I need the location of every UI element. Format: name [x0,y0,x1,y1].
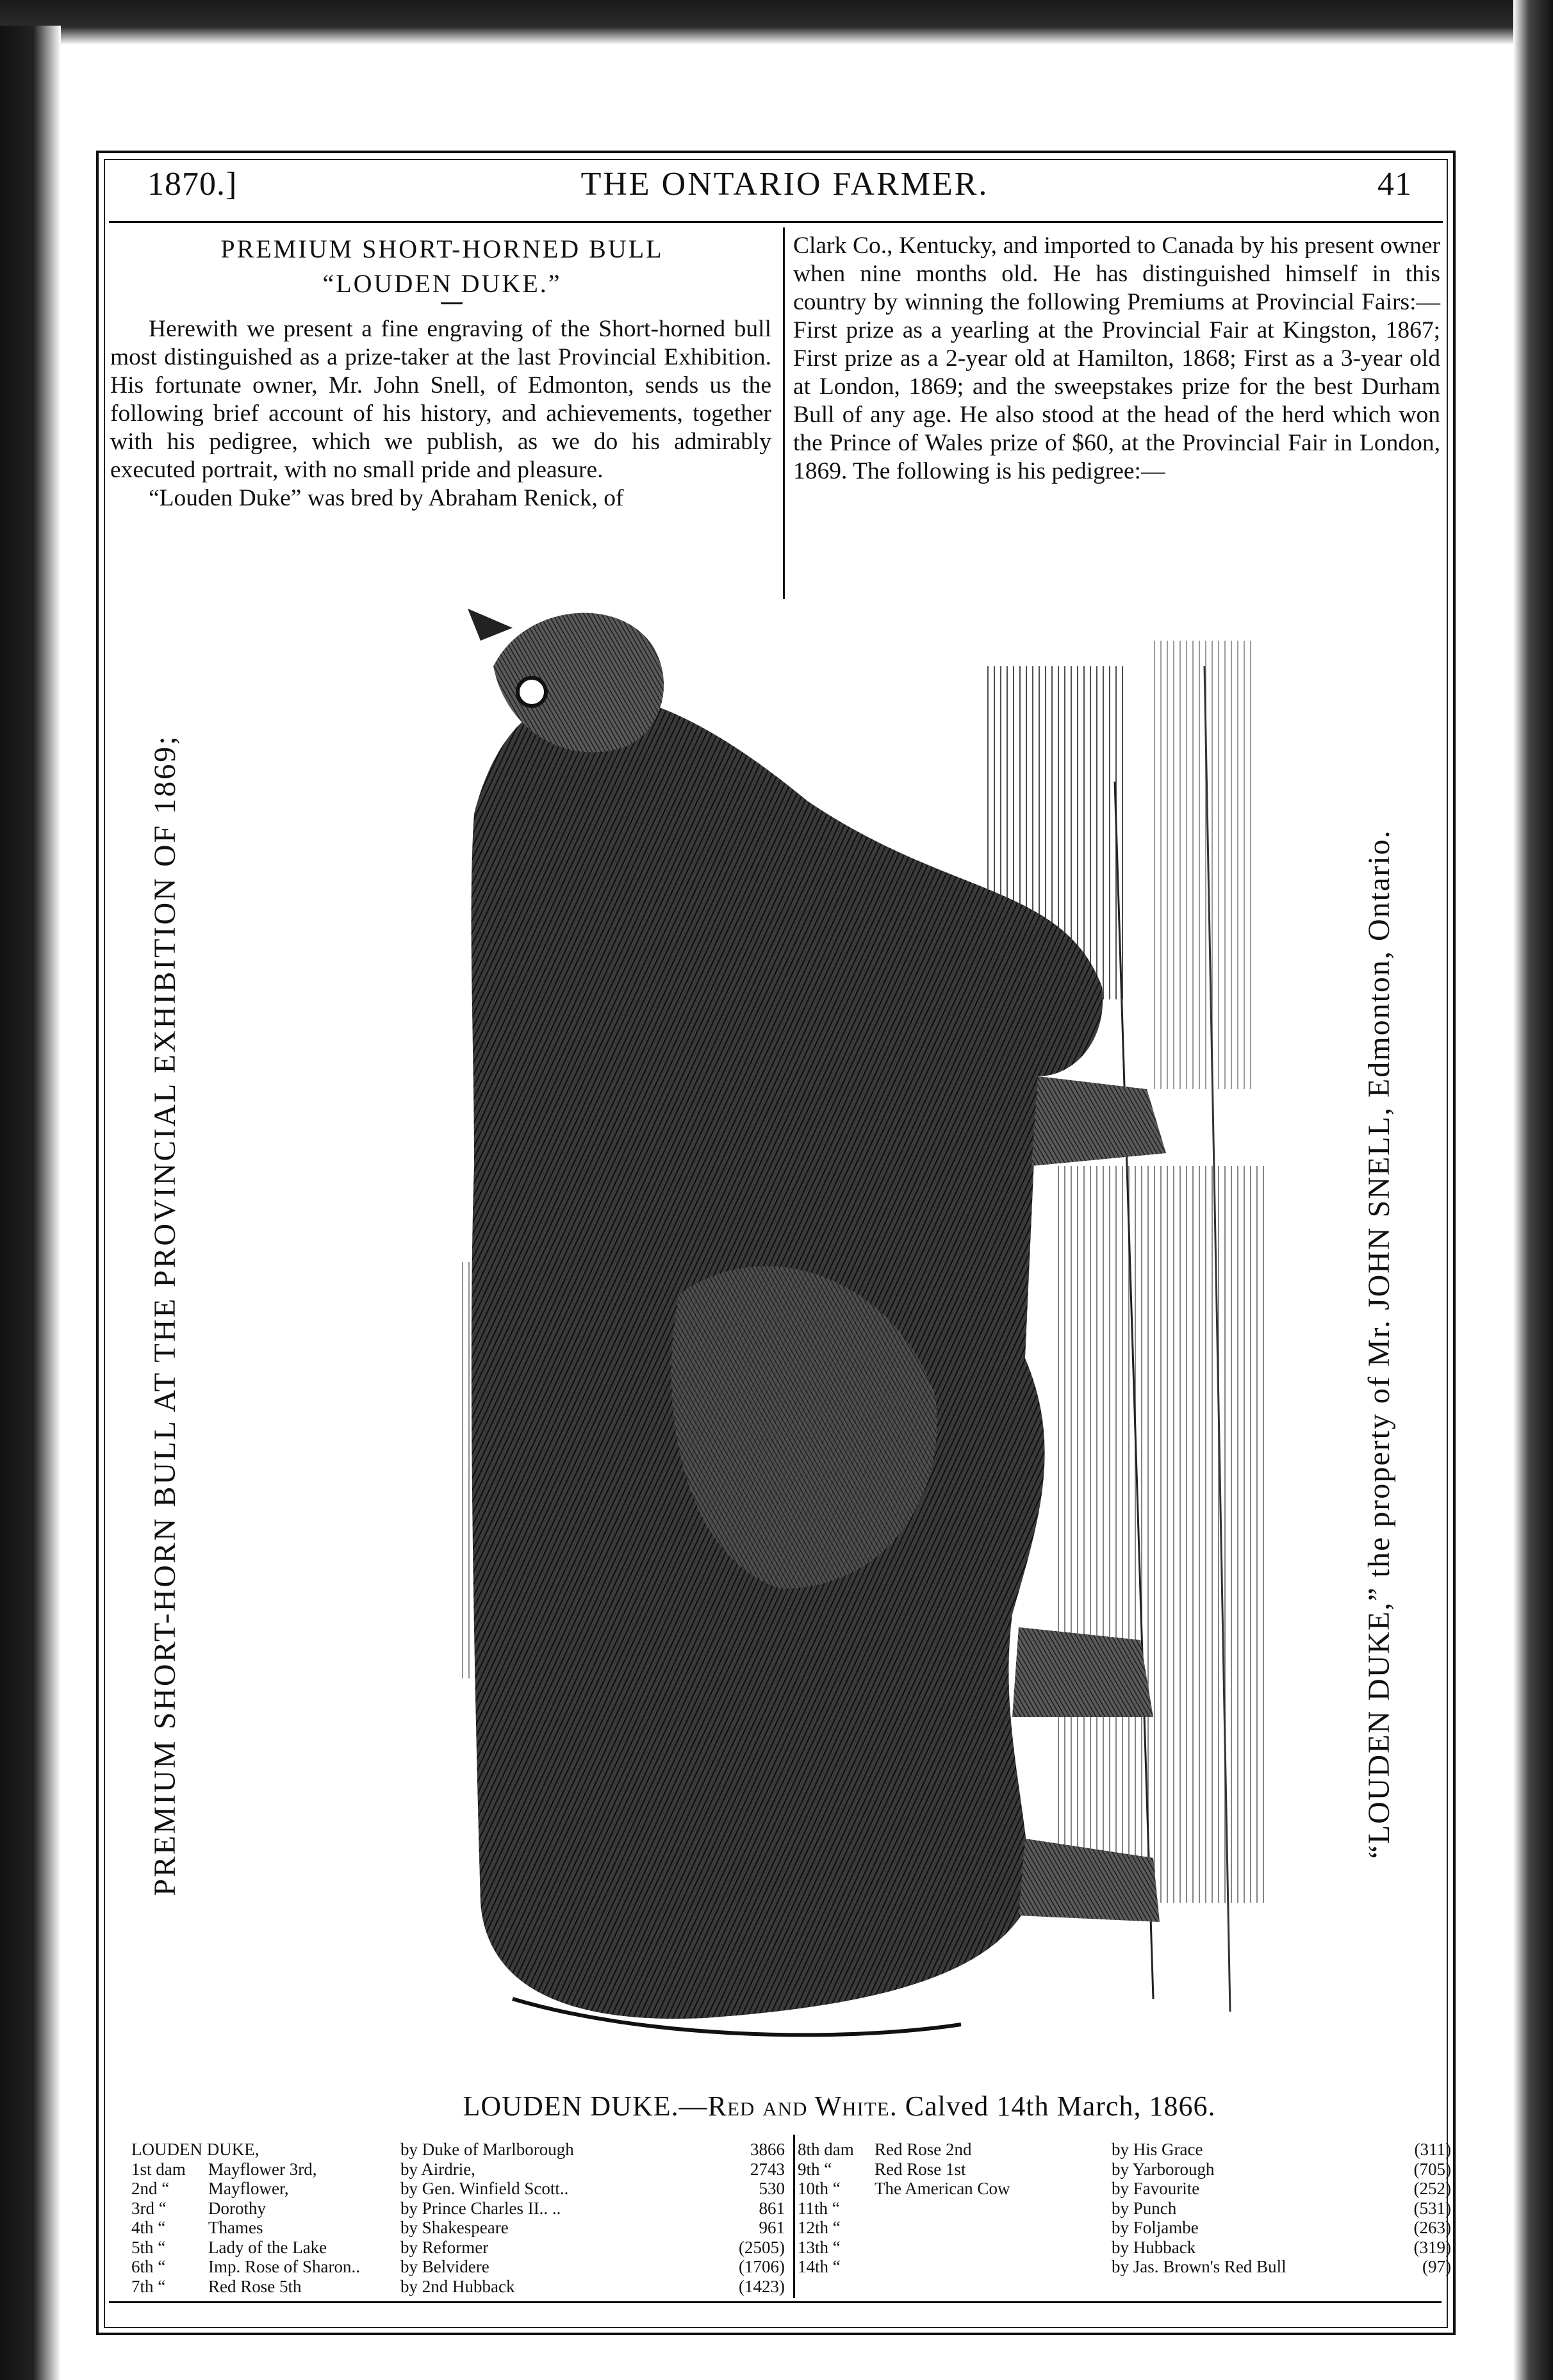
pedigree-row [131,2277,785,2297]
pedigree-sire: by Airdrie, [400,2159,475,2179]
pedigree-dam: Lady of the Lake [208,2237,327,2257]
pedigree-row [798,2140,1451,2160]
title-dash [441,302,463,304]
pedigree-row [798,2199,1451,2219]
pedigree-row [131,2179,785,2199]
pedigree-ordinal: 2nd “ [131,2179,170,2198]
pedigree-dam: The American Cow [875,2179,1010,2198]
article-title-line-2: “LOUDEN DUKE.” [322,269,562,298]
pedigree-ordinal: 14th “ [798,2257,841,2276]
article-right-column [793,232,1440,486]
pedigree-row [131,2238,785,2258]
pedigree-ordinal: 11th “ [798,2198,840,2218]
pedigree-herdbook-number: (2505) [739,2237,785,2257]
short-horn-bull-engraving [320,589,1294,2076]
pedigree-herdbook-number: (252) [1413,2179,1451,2198]
pedigree-ordinal: 10th “ [798,2179,841,2198]
pedigree-herdbook-number: 530 [759,2179,785,2198]
article-paragraph-2: “Louden Duke” was bred by Abraham Renick, of [149,485,624,511]
pedigree-left-table [131,2140,785,2296]
pedigree-sire: by Prince Charles II.. .. [400,2198,561,2218]
pedigree-row [798,2257,1451,2277]
pedigree-dam: Mayflower 3rd, [208,2159,317,2179]
header-page-number: 41 [1377,166,1412,202]
pedigree-herdbook-number: 2743 [750,2159,785,2179]
column-rule [783,227,785,599]
article-paragraph-3: Clark Co., Kentucky, and imported to Canada by his present owner when nine months old. He has distinguished himself in this country by winning the following Premiums at Provincial Fairs:—First prize as a yearling at the Provincial Fair at Kingston, 1867; First prize as a 2-year old at Hamilton, 1868; First as a 3-year old at London, 1869; and the sweepstakes prize for the best Durham Bull of any age. He also stood at the head of the herd which won the Prince of Wales prize of $60, at the Provincial Fair in London, 1869. The following is his pedigree:— [793,233,1440,484]
pedigree-sire: by Reformer [400,2237,489,2257]
pedigree-ordinal: 3rd “ [131,2198,167,2218]
pedigree-dam: Dorothy [208,2198,266,2218]
pedigree-row [131,2218,785,2238]
article-left-column [110,315,771,513]
header-title: THE ONTARIO FARMER. [580,166,989,202]
pedigree-dam [875,2257,1112,2277]
pedigree-sire: by 2nd Hubback [400,2276,515,2296]
caption-suffix: Calved 14th March, 1866. [897,2090,1216,2122]
scan-edge-top [0,0,1553,45]
pedigree-row [798,2160,1451,2179]
right-side-caption: “LOUDEN DUKE,” the property of Mr. JOHN SNELL, Edmonton, Ontario. [1362,829,1396,1859]
pedigree-sire: by Yarborough [1112,2159,1215,2179]
pedigree-sire: by Favourite [1112,2179,1200,2198]
pedigree-dam [875,2218,1112,2238]
pedigree-bottom-rule [109,2301,1442,2303]
pedigree-herdbook-number: (97) [1422,2257,1451,2276]
pedigree-ordinal: 4th “ [131,2218,166,2237]
pedigree-sire: by Foljambe [1112,2218,1199,2237]
pedigree-ordinal: 6th “ [131,2257,166,2276]
article-title [115,232,769,301]
header-year: 1870.] [147,166,238,202]
pedigree-row [798,2238,1451,2258]
pedigree-herdbook-number: 961 [759,2218,785,2237]
pedigree-dam [875,2238,1112,2258]
pedigree-herdbook-number: (1706) [739,2257,785,2276]
pedigree-herdbook-number: 861 [759,2198,785,2218]
scan-edge-right [1513,0,1553,2380]
pedigree-dam: Imp. Rose of Sharon.. [208,2257,360,2276]
header-rule [109,221,1443,223]
pedigree-ordinal: 13th “ [798,2237,841,2257]
pedigree-herdbook-number: (531) [1413,2198,1451,2218]
pedigree-herdbook-number: (263) [1413,2218,1451,2237]
scan-edge-left [0,26,61,2380]
pedigree-sire: by Gen. Winfield Scott.. [400,2179,569,2198]
pedigree-sire: by Shakespeare [400,2218,509,2237]
pedigree-ordinal: 1st dam [131,2159,186,2179]
pedigree-row [798,2218,1451,2238]
caption-colour: Red and White. [707,2090,898,2122]
pedigree-dam: Thames [208,2218,263,2237]
pedigree-ordinal: 8th dam [798,2140,854,2159]
pedigree-row [131,2140,785,2160]
pedigree-dam: Red Rose 1st [875,2159,966,2179]
article-paragraph-1: Herewith we present a fine engraving of the Short-horned bull most distinguished as a prize-taker at the last Provincial Exhibition. His fortunate owner, Mr. John Snell, of Edmonton, sends us the following brief account of his history, and achievements, together with his pedigree, which we publish, as we do his admirably executed portrait, with no small pride and pleasure. [110,316,771,483]
engraving-caption [359,2090,1320,2122]
pedigree-sire: by His Grace [1112,2140,1203,2159]
left-side-caption: PREMIUM SHORT-HORN BULL AT THE PROVINCIAL EXHIBITION OF 1869; [148,734,182,1896]
pedigree-herdbook-number: (705) [1413,2159,1451,2179]
pedigree-row [131,2257,785,2277]
article-title-line-1: PREMIUM SHORT-HORNED BULL [220,234,664,263]
pedigree-row [798,2179,1451,2199]
pedigree-sire: by Punch [1112,2198,1177,2218]
pedigree-column-rule [793,2135,795,2298]
pedigree-sire: by Jas. Brown's Red Bull [1112,2257,1286,2276]
pedigree-herdbook-number: (1423) [739,2276,785,2296]
pedigree-dam [875,2199,1112,2219]
pedigree-ordinal: 5th “ [131,2237,166,2257]
pedigree-ordinal: LOUDEN DUKE, [131,2140,259,2159]
pedigree-dam: Red Rose 5th [208,2276,302,2296]
pedigree-sire: by Belvidere [400,2257,489,2276]
pedigree-row [131,2199,785,2219]
caption-prefix: LOUDEN DUKE.— [463,2090,708,2122]
pedigree-right-table [798,2140,1451,2277]
pedigree-herdbook-number: (319) [1413,2237,1451,2257]
pedigree-sire: by Hubback [1112,2237,1196,2257]
pedigree-ordinal: 12th “ [798,2218,841,2237]
pedigree-herdbook-number: 3866 [750,2140,785,2159]
pedigree-dam: Red Rose 2nd [875,2140,972,2159]
pedigree-row [131,2160,785,2179]
pedigree-ordinal: 7th “ [131,2276,166,2296]
pedigree-ordinal: 9th “ [798,2159,832,2179]
pedigree-dam: Mayflower, [208,2179,289,2198]
pedigree-sire: by Duke of Marlborough [400,2140,574,2159]
pedigree-herdbook-number: (311) [1414,2140,1451,2159]
